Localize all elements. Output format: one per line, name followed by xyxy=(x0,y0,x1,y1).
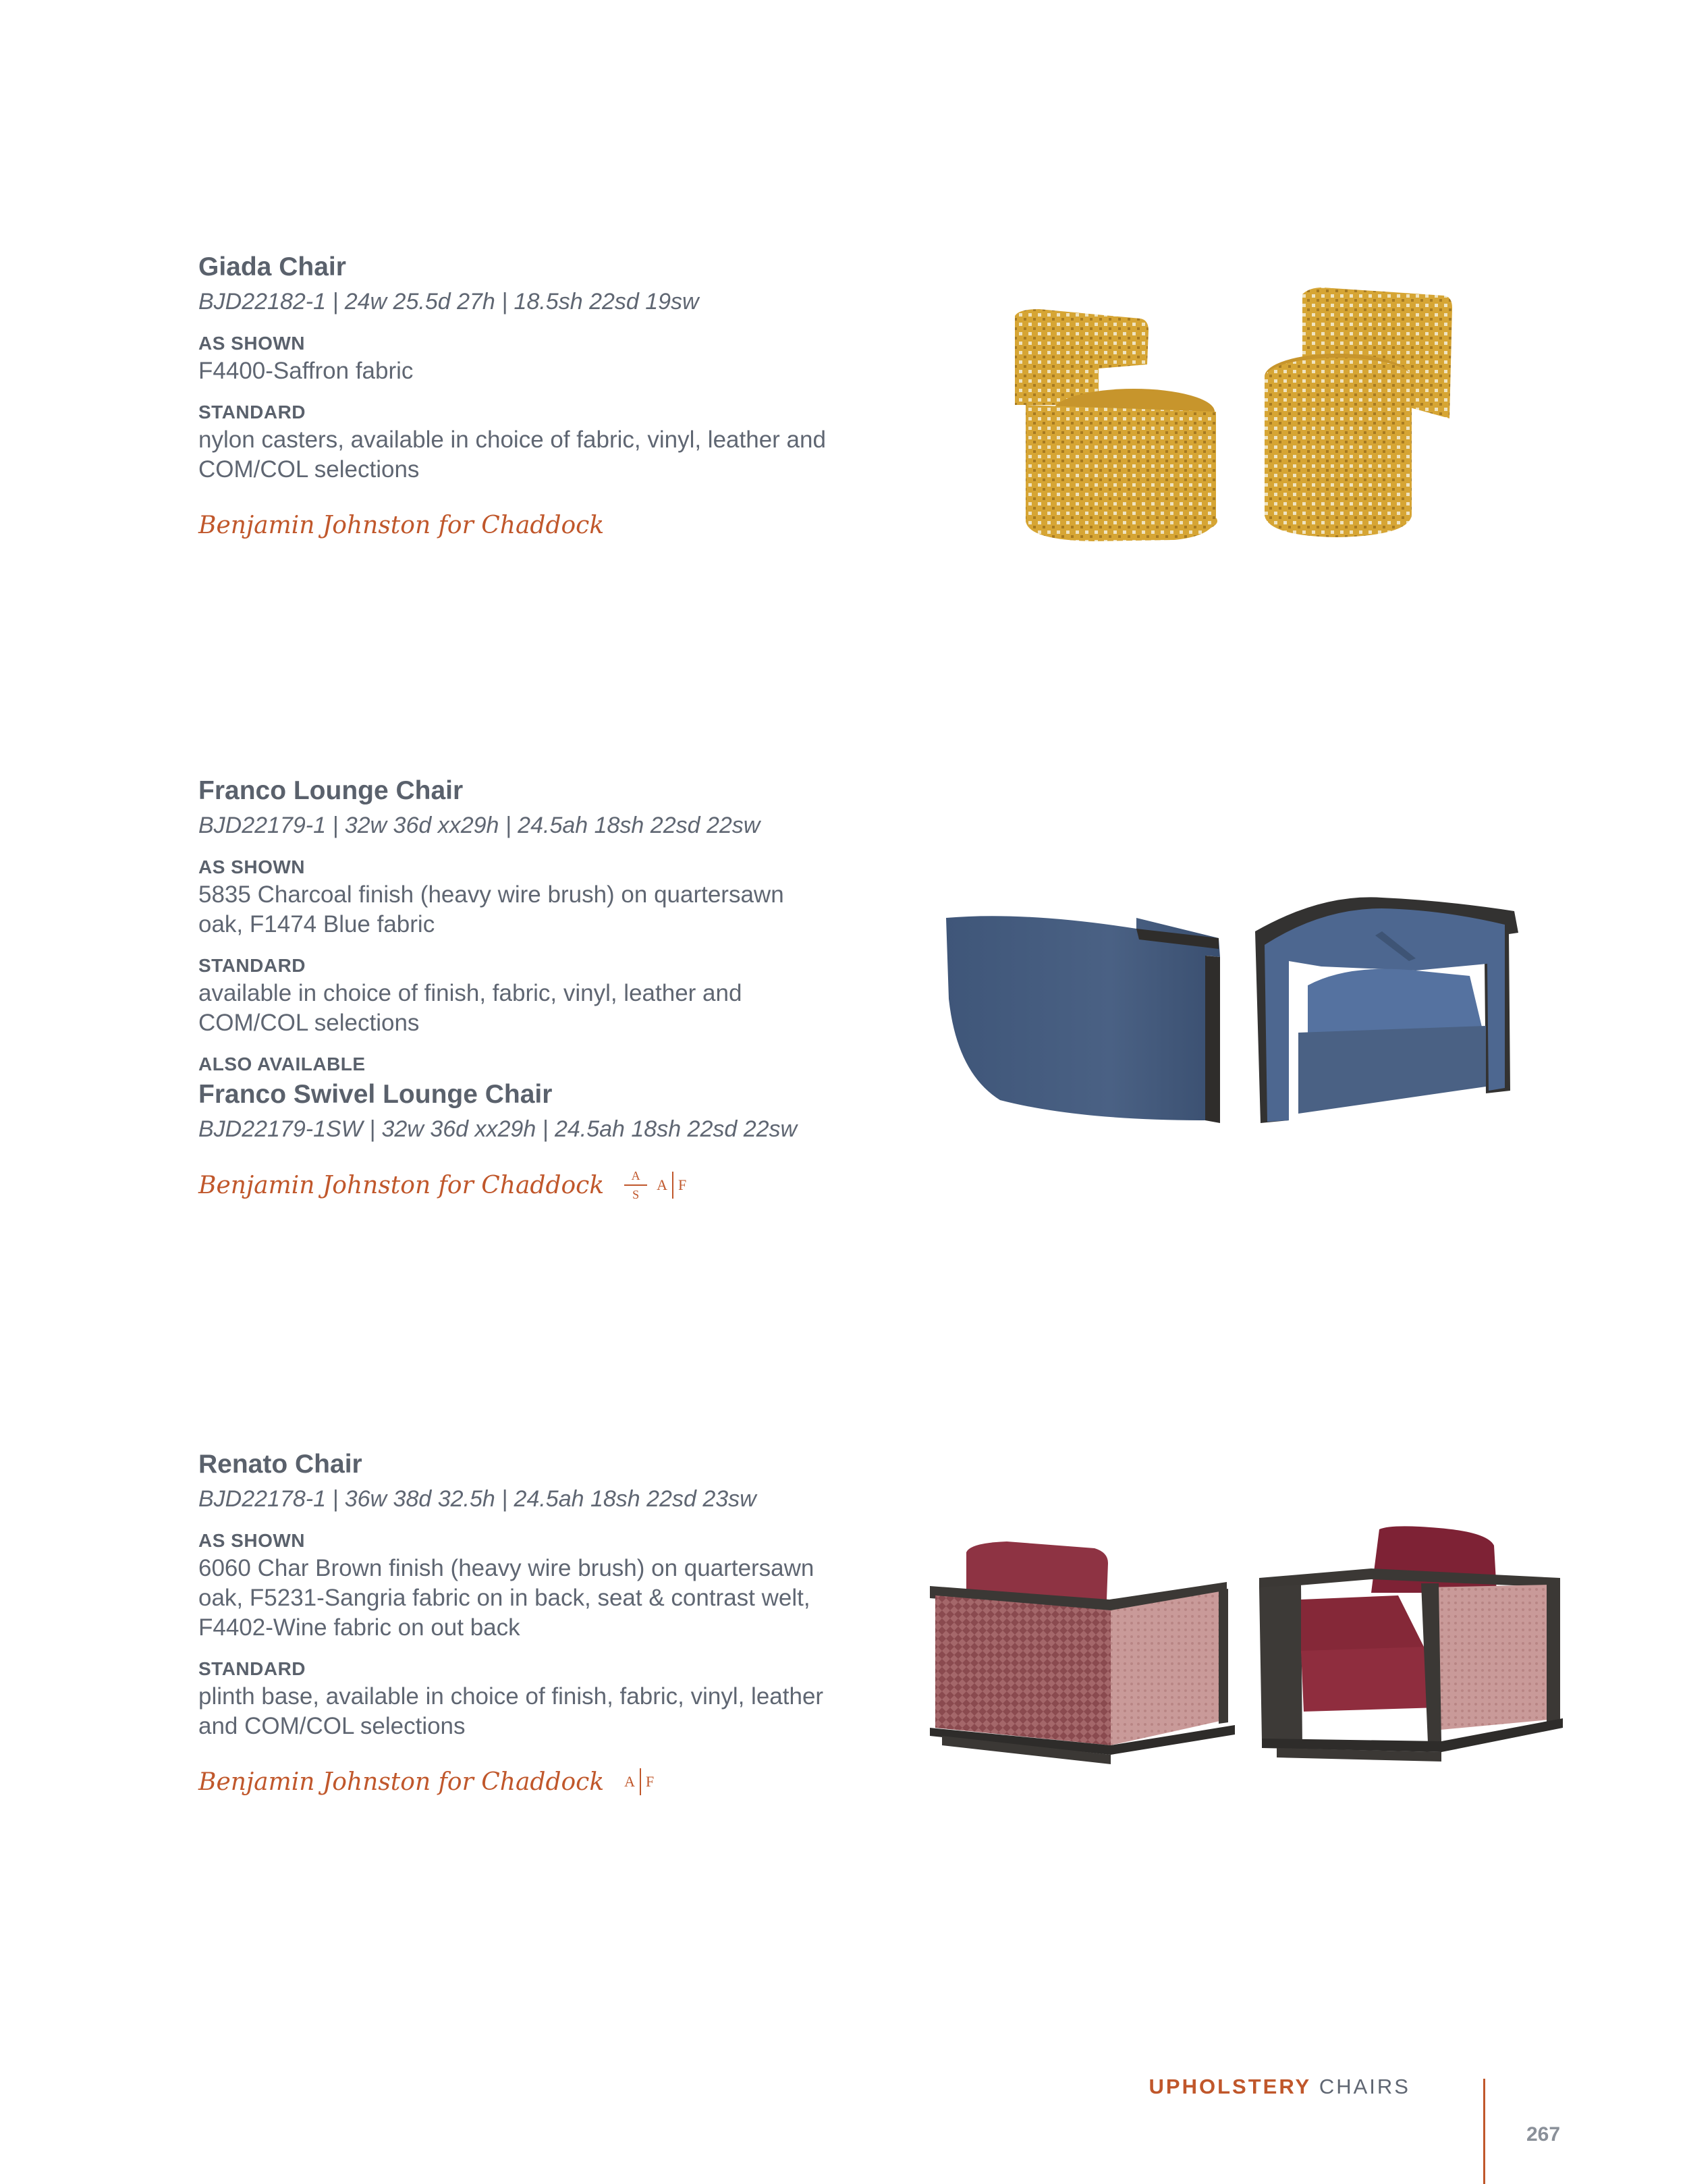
as-shown-line: oak, F1474 Blue fabric xyxy=(198,911,435,937)
af-mark-right: F xyxy=(646,1773,655,1790)
as-shown-text xyxy=(198,1554,927,1643)
standard-line: COM/COL selections xyxy=(198,456,420,483)
section-label-rest: CHAIRS xyxy=(1319,2075,1410,2098)
as-shown-label: AS SHOWN xyxy=(198,333,305,354)
standard-line: plinth base, available in choice of finish, fabric, vinyl, leather xyxy=(198,1683,824,1710)
footer-divider xyxy=(1483,2079,1485,2184)
product-title: Giada Chair xyxy=(198,252,346,281)
as-shown-line: F4400-Saffron fabric xyxy=(198,358,414,384)
franco-chair-image xyxy=(943,891,1524,1134)
product-renato xyxy=(198,1448,927,1802)
designer-credit: Benjamin Johnston for Chaddock xyxy=(198,1768,605,1796)
designer-row xyxy=(198,1165,927,1205)
as-shown-line: oak, F5231-Sangria fabric on in back, seat & contrast welt, xyxy=(198,1585,810,1611)
designer-credit: Benjamin Johnston for Chaddock xyxy=(198,1171,605,1199)
as-shown-label: AS SHOWN xyxy=(198,1530,305,1551)
product-franco xyxy=(198,775,927,1205)
standard-label: STANDARD xyxy=(198,1658,306,1679)
also-available-title: Franco Swivel Lounge Chair xyxy=(198,1080,553,1109)
af-mark-bar xyxy=(672,1172,673,1199)
page-number: 267 xyxy=(1526,2123,1561,2146)
as-shown-text xyxy=(198,880,927,939)
renato-chair-image xyxy=(926,1525,1567,1782)
franco-chairs-illustration xyxy=(943,891,1524,1134)
also-available-label: ALSO AVAILABLE xyxy=(198,1054,366,1074)
as-shown-line: 6060 Char Brown finish (heavy wire brush) on quartersawn xyxy=(198,1555,814,1581)
standard-text xyxy=(198,425,927,485)
section-label-strong: UPHOLSTERY xyxy=(1149,2075,1312,2098)
designer-row xyxy=(198,1762,927,1802)
as-shown-line: F4402-Wine fabric on out back xyxy=(198,1614,520,1641)
as-mark-bottom: S xyxy=(632,1188,640,1201)
product-spec: BJD22182-1 | 24w 25.5d 27h | 18.5sh 22sd 19sw xyxy=(198,289,699,315)
designer-credit: Benjamin Johnston for Chaddock xyxy=(198,511,605,539)
standard-line: COM/COL selections xyxy=(198,1010,420,1036)
standard-label: STANDARD xyxy=(198,955,306,976)
designer-row xyxy=(198,505,927,545)
product-title: Renato Chair xyxy=(198,1450,362,1479)
as-mark-icon xyxy=(624,1169,647,1201)
product-giada xyxy=(198,251,927,545)
product-title: Franco Lounge Chair xyxy=(198,776,464,805)
renato-chairs-illustration xyxy=(926,1525,1567,1782)
as-shown-label: AS SHOWN xyxy=(198,856,305,877)
as-mark-bar xyxy=(624,1184,647,1186)
giada-chair-image xyxy=(999,283,1458,553)
af-mark-left: A xyxy=(624,1773,636,1790)
af-mark-icon xyxy=(624,1768,654,1795)
af-mark-icon xyxy=(657,1172,686,1199)
af-mark-left: A xyxy=(657,1176,668,1193)
also-available-spec: BJD22179-1SW | 32w 36d xx29h | 24.5ah 18sh 22sd 22sw xyxy=(198,1116,798,1142)
section-label xyxy=(1149,2075,1410,2099)
product-spec: BJD22178-1 | 36w 38d 32.5h | 24.5ah 18sh 22sd 23sw xyxy=(198,1486,756,1512)
standard-line: available in choice of finish, fabric, vinyl, leather and xyxy=(198,980,742,1006)
standard-line: nylon casters, available in choice of fabric, vinyl, leather and xyxy=(198,427,826,453)
standard-line: and COM/COL selections xyxy=(198,1713,466,1739)
product-spec: BJD22179-1 | 32w 36d xx29h | 24.5ah 18sh 22sd 22sw xyxy=(198,813,760,838)
as-shown-line: 5835 Charcoal finish (heavy wire brush) on quartersawn xyxy=(198,881,784,908)
standard-text xyxy=(198,1682,927,1741)
as-shown-text xyxy=(198,356,927,386)
af-mark-bar xyxy=(640,1768,641,1795)
giada-chairs-illustration xyxy=(999,283,1458,553)
standard-label: STANDARD xyxy=(198,402,306,422)
as-mark-top: A xyxy=(631,1169,640,1182)
af-mark-right: F xyxy=(678,1176,687,1193)
standard-text xyxy=(198,979,927,1038)
